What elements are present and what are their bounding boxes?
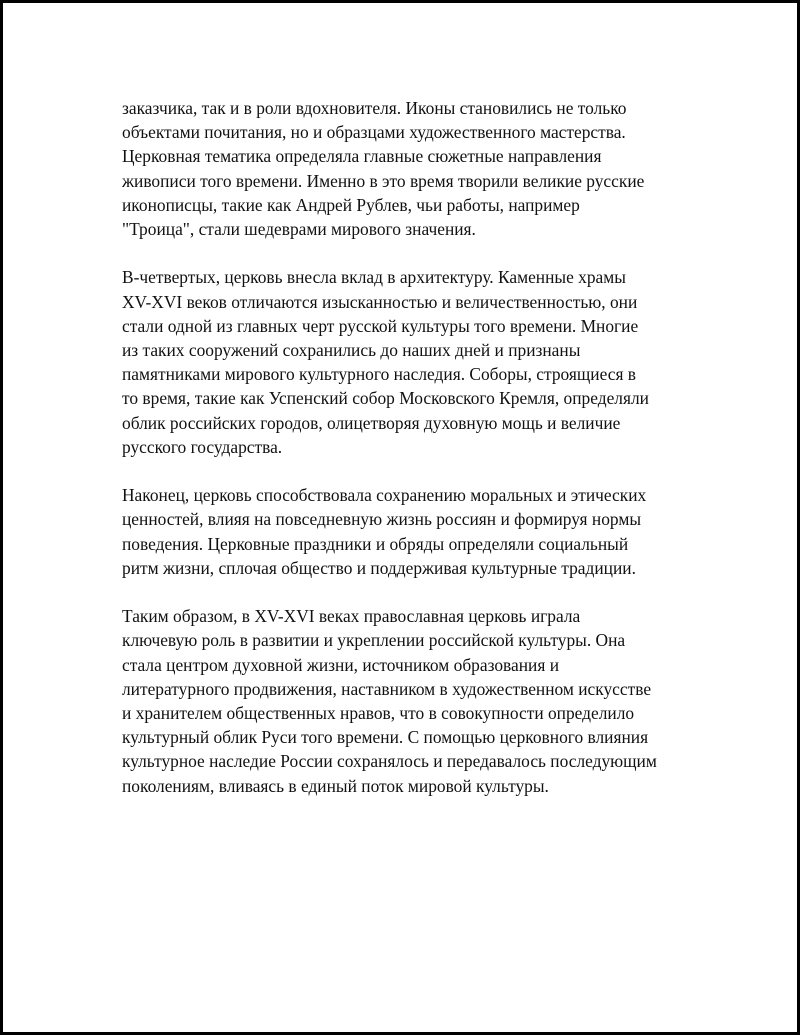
text-line: облик российских городов, олицетворяя духовную мощь и величие <box>122 412 621 433</box>
text-line: живописи того времени. Именно в это время творили великие русские <box>122 170 645 191</box>
paragraph-icons <box>122 96 692 241</box>
text-line: ценностей, влияя на повседневную жизнь россиян и формируя нормы <box>122 509 642 530</box>
text-line: литературного продвижения, наставником в художественном искусстве <box>122 678 652 699</box>
paragraph-conclusion <box>122 604 692 798</box>
text-line: и хранителем общественных нравов, что в совокупности определило <box>122 703 635 724</box>
text-line: ритм жизни, сплочая общество и поддерживая культурные традиции. <box>122 557 636 578</box>
text-line: Церковная тематика определяла главные сюжетные направления <box>122 146 602 167</box>
text-line: стала центром духовной жизни, источником образования и <box>122 654 560 675</box>
text-line: из таких сооружений сохранились до наших дней и признаны <box>122 340 581 361</box>
paragraph-architecture <box>122 265 692 459</box>
text-line: культурное наследие России сохранялось и передавалось последующим <box>122 751 657 772</box>
document-body <box>122 96 692 822</box>
text-line: то время, такие как Успенский собор Московского Кремля, определяли <box>122 388 649 409</box>
text-line: "Троица", стали шедеврами мирового значения. <box>122 219 476 240</box>
text-line: поведения. Церковные праздники и обряды определяли социальный <box>122 533 629 554</box>
text-line: русского государства. <box>122 436 283 457</box>
text-line: иконописцы, такие как Андрей Рублев, чьи работы, например <box>122 194 580 215</box>
text-line: стали одной из главных черт русской культуры того времени. Многие <box>122 315 639 336</box>
text-line: заказчика, так и в роли вдохновителя. Иконы становились не только <box>122 98 627 118</box>
text-line: поколениям, вливаясь в единый поток мировой культуры. <box>122 775 549 796</box>
text-line: объектами почитания, но и образцами художественного мастерства. <box>122 122 626 143</box>
text-line: XV-XVI веков отличаются изысканностью и величественностью, они <box>122 291 638 312</box>
paragraph-morals <box>122 483 692 580</box>
text-line: В-четвертых, церковь внесла вклад в архитектуру. Каменные храмы <box>122 267 626 288</box>
text-line: Таким образом, в XV-XVI веках православная церковь играла <box>122 606 581 627</box>
text-line: культурный облик Руси того времени. С помощью церковного влияния <box>122 727 649 748</box>
text-line: Наконец, церковь способствовала сохранению моральных и этических <box>122 485 647 506</box>
text-line: памятниками мирового культурного наследия. Соборы, строящиеся в <box>122 364 637 385</box>
text-line: ключевую роль в развитии и укреплении российской культуры. Она <box>122 630 626 651</box>
